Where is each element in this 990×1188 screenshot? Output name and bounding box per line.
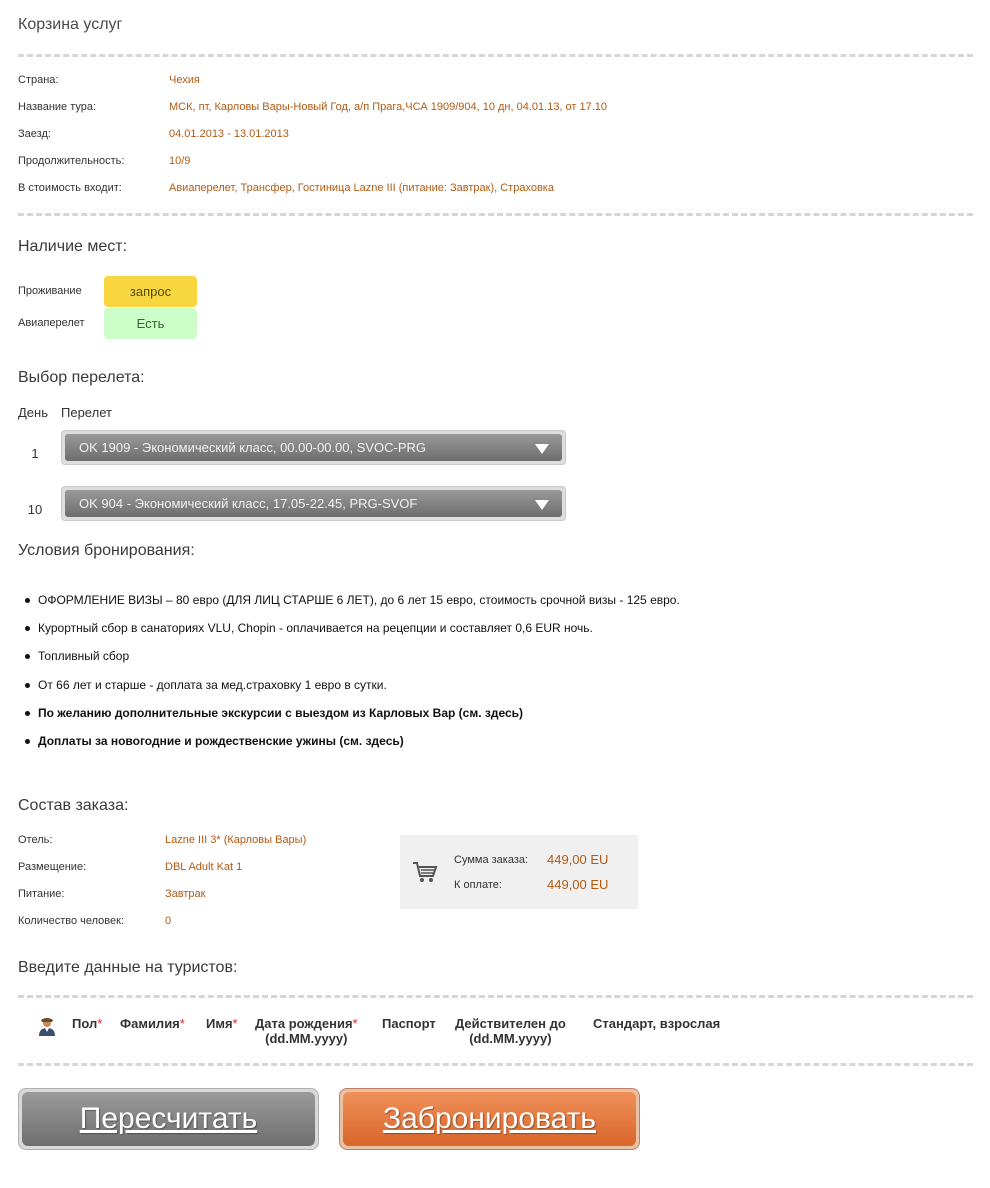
book-button[interactable] — [339, 1088, 640, 1150]
required-mark: * — [97, 1016, 103, 1031]
info-label: Продолжительность: — [18, 155, 125, 167]
info-row-duration — [18, 155, 968, 171]
info-value: 10/9 — [169, 155, 191, 167]
info-row-included — [18, 182, 968, 198]
info-label: Название тура: — [18, 101, 97, 113]
flight-day: 1 — [31, 446, 39, 461]
column-label: Дата рождения — [255, 1016, 353, 1031]
info-row-country — [18, 74, 968, 90]
availability-label-flight: Авиаперелет — [18, 317, 85, 329]
flight-day: 10 — [27, 502, 43, 517]
column-label: Пол — [72, 1016, 98, 1031]
order-value: Lazne III 3* (Карловы Вары) — [165, 834, 307, 846]
info-value: 04.01.2013 - 13.01.2013 — [169, 128, 289, 140]
summary-pay-label: К оплате: — [454, 879, 502, 891]
order-row-room — [18, 861, 388, 877]
order-label: Размещение: — [18, 861, 87, 873]
flight-select-text: OK 904 - Экономический класс, 17.05-22.45, PRG-SVOF — [79, 496, 418, 511]
chevron-down-icon — [535, 500, 549, 510]
divider — [18, 213, 973, 216]
info-row-dates — [18, 128, 968, 144]
info-value: Авиаперелет, Трансфер, Гостиница Lazne III (питание: Завтрак), Страховка — [169, 182, 554, 194]
divider — [18, 54, 973, 57]
book-button-label: Забронировать — [343, 1092, 636, 1146]
dinners-link[interactable]: Доплаты за новогодние и рождественские ужины (см. здесь) — [22, 731, 962, 759]
conditions-heading: Условия бронирования: — [18, 542, 195, 559]
column-header-flight: Перелет — [61, 405, 112, 420]
required-mark: * — [232, 1016, 238, 1031]
order-value: Завтрак — [165, 888, 206, 900]
column-header-surname — [120, 1016, 185, 1031]
availability-label-accommodation: Проживание — [18, 285, 82, 297]
order-label: Количество человек: — [18, 915, 124, 927]
date-format-hint: (dd.MM.yyyy) — [265, 1031, 348, 1046]
required-mark: * — [352, 1016, 358, 1031]
column-header-gender — [72, 1016, 102, 1031]
column-label: Стандарт, взрослая — [593, 1016, 721, 1031]
order-summary — [400, 835, 638, 909]
order-heading: Состав заказа: — [18, 797, 129, 814]
availability-heading: Наличие мест: — [18, 238, 128, 255]
column-header-valid-until — [455, 1016, 566, 1046]
divider — [18, 1063, 973, 1066]
list-item: ОФОРМЛЕНИЕ ВИЗЫ – 80 евро (ДЛЯ ЛИЦ СТАРШЕ 6 ЛЕТ), до 6 лет 15 евро, стоимость срочной визы - 125 евро. — [22, 590, 962, 618]
status-badge-flight: Есть — [104, 308, 197, 339]
conditions-list — [22, 590, 962, 759]
date-format-hint: (dd.MM.yyyy) — [469, 1031, 552, 1046]
list-item: Курортный сбор в санаториях VLU, Chopin - оплачивается на рецепции и составляет 0,6 EUR ночь. — [22, 618, 962, 646]
summary-total-label: Сумма заказа: — [454, 854, 529, 866]
list-item: Топливный сбор — [22, 646, 962, 674]
column-header-passport — [382, 1016, 436, 1031]
column-header-name — [206, 1016, 238, 1031]
flight-select-outbound[interactable] — [61, 430, 566, 465]
order-label: Отель: — [18, 834, 53, 846]
order-row-meals — [18, 888, 388, 904]
flight-select-return[interactable] — [61, 486, 566, 521]
column-header-tourist-type — [593, 1016, 720, 1031]
info-label: В стоимость входит: — [18, 182, 122, 194]
info-value: Чехия — [169, 74, 200, 86]
summary-pay-value: 449,00 EU — [547, 877, 609, 892]
flight-select-value — [65, 490, 562, 517]
order-value: 0 — [165, 915, 172, 927]
status-badge-accommodation: запрос — [104, 276, 197, 307]
recalculate-button-label: Пересчитать — [22, 1092, 315, 1146]
column-label: Фамилия — [120, 1016, 180, 1031]
chevron-down-icon — [535, 444, 549, 454]
order-value: DBL Adult Kat 1 — [165, 861, 243, 873]
summary-total-value: 449,00 EU — [547, 852, 609, 867]
info-row-tour-name — [18, 101, 968, 117]
info-value: МСК, пт, Карловы Вары-Новый Год, а/п Прага,ЧСА 1909/904, 10 дн, 04.01.13, от 17.10 — [169, 101, 608, 113]
list-item: От 66 лет и старше - доплата за мед.страховку 1 евро в сутки. — [22, 675, 962, 703]
flights-heading: Выбор перелета: — [18, 369, 145, 386]
order-row-hotel — [18, 834, 388, 850]
column-label: Имя — [206, 1016, 233, 1031]
divider — [18, 995, 973, 998]
person-icon — [37, 1017, 57, 1037]
flight-select-text: OK 1909 - Экономический класс, 00.00-00.00, SVOC-PRG — [79, 440, 427, 455]
page-title: Корзина услуг — [18, 16, 123, 33]
required-mark: * — [179, 1016, 185, 1031]
column-header-birthdate — [255, 1016, 358, 1046]
cart-icon — [412, 859, 438, 885]
column-label: Действителен до — [455, 1016, 566, 1031]
info-label: Заезд: — [18, 128, 51, 140]
column-label: Паспорт — [382, 1016, 436, 1031]
order-label: Питание: — [18, 888, 65, 900]
tourists-heading: Введите данные на туристов: — [18, 959, 238, 976]
recalculate-button[interactable] — [18, 1088, 319, 1150]
info-label: Страна: — [18, 74, 59, 86]
flight-select-value — [65, 434, 562, 461]
excursions-link[interactable]: По желанию дополнительные экскурсии с выездом из Карловых Вар (см. здесь) — [22, 703, 962, 731]
order-row-persons — [18, 915, 388, 931]
column-header-day: День — [18, 405, 48, 420]
